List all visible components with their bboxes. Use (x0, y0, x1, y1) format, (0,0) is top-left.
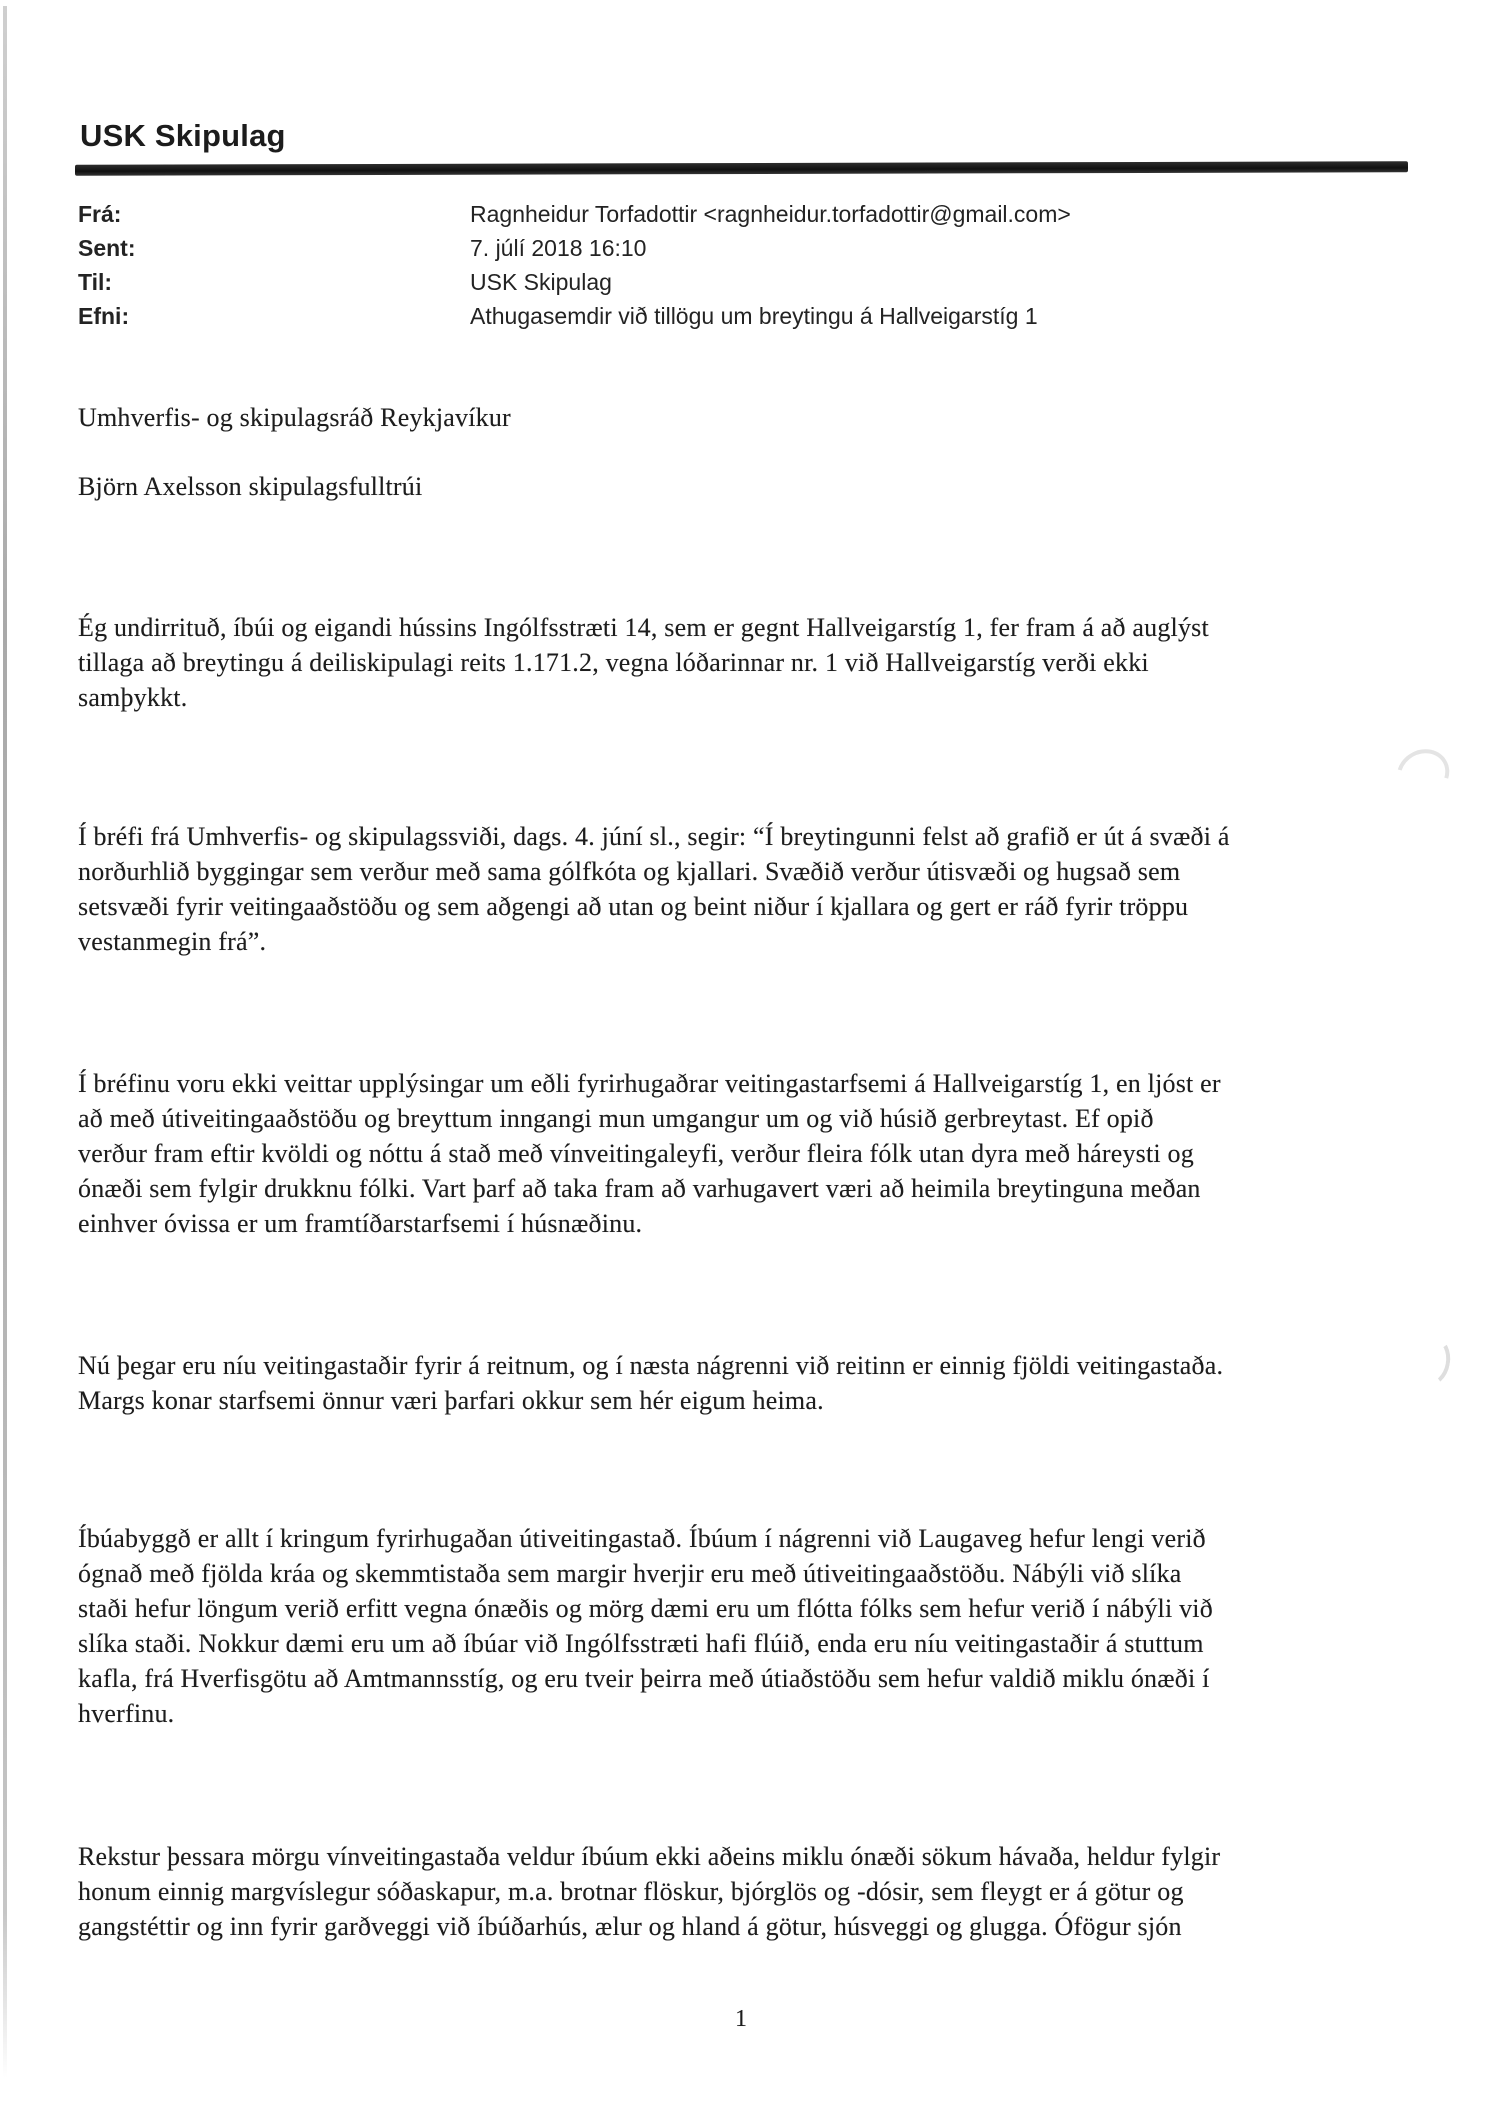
paragraph-line: hverfinu. (78, 1699, 175, 1728)
paragraph-line: að með útiveitingaaðstöðu og breyttum inngangi mun umgangur um og við húsið gerbreytast. Ef opið (78, 1104, 1154, 1133)
email-header-value: 7. júlí 2018 16:10 (470, 235, 647, 261)
paragraph-line: einhver óvissa er um framtíðarstarfsemi í húsnæðinu. (78, 1209, 643, 1238)
paragraph (78, 610, 1209, 715)
email-header-label: Til: (78, 269, 113, 295)
email-header-label: Sent: (78, 235, 136, 261)
paragraph-line: honum einnig margvíslegur sóðaskapur, m.a. brotnar flöskur, bjórglös og -dósir, sem fleygt er á götur og (78, 1877, 1184, 1906)
paragraph-line: samþykkt. (78, 683, 188, 712)
paragraph-line: setsvæði fyrir veitingaaðstöðu og sem aðgengi að utan og beint niður í kjallara og gert er ráð fyrir tröppu (78, 892, 1189, 921)
recipient-line: Björn Axelsson skipulagsfulltrúi (78, 472, 423, 501)
paragraph-line: slíka staði. Nokkur dæmi eru um að íbúar við Ingólfsstræti hafi flúið, enda eru níu veitingastaðir á stuttum (78, 1629, 1204, 1658)
paragraph-line: tillaga að breytingu á deiliskipulagi reits 1.171.2, vegna lóðarinnar nr. 1 við Hallveigarstíg verði ekki (78, 648, 1149, 677)
email-header-row-from (78, 197, 1071, 231)
paragraph-line: gangstéttir og inn fyrir garðveggi við íbúðarhús, ælur og hland á götur, húsveggi og glugga. Ófögur sjón (78, 1912, 1182, 1941)
paragraph-line: norðurhlið byggingar sem verður með sama gólfkóta og kjallari. Svæðið verður útisvæði og hugsað sem (78, 857, 1181, 886)
paragraph-line: verður fram eftir kvöldi og nóttu á stað með vínveitingaleyfi, verður fleira fólk utan dyra með háreysti og (78, 1139, 1194, 1168)
paragraph (78, 1521, 1213, 1731)
email-header-row-subject (78, 299, 1071, 333)
recipient-line: Umhverfis- og skipulagsráð Reykjavíkur (78, 403, 511, 432)
paragraph (78, 1348, 1223, 1418)
email-header-label: Frá: (78, 201, 122, 227)
header-rule (75, 161, 1408, 175)
email-header-row-sent (78, 231, 1071, 265)
email-header-value: USK Skipulag (470, 269, 612, 295)
paragraph (78, 819, 1230, 959)
scan-edge-artifact (3, 6, 7, 2078)
paragraph-line: Rekstur þessara mörgu vínveitingastaða veldur íbúum ekki aðeins miklu ónæði sökum hávaða, heldur fylgir (78, 1842, 1221, 1871)
mailbox-title: USK Skipulag (80, 118, 286, 153)
paragraph (78, 1839, 1220, 1944)
paragraph-line: staði hefur löngum verið erfitt vegna ónæðis og mörg dæmi eru um flótta fólks sem hefur verið í nábýli við (78, 1594, 1213, 1623)
email-header-row-to (78, 265, 1071, 299)
paragraph-line: Íbúabyggð er allt í kringum fyrirhugaðan útiveitingastað. Íbúum í nágrenni við Laugaveg hefur lengi verið (78, 1524, 1206, 1553)
paragraph-line: ógnað með fjölda kráa og skemmtistaða sem margir hverjir eru með útiveitingaaðstöðu. Nábýli við slíka (78, 1559, 1182, 1588)
page-number: 1 (735, 2006, 747, 2032)
paragraph-line: Nú þegar eru níu veitingastaðir fyrir á reitnum, og í næsta nágrenni við reitinn er einnig fjöldi veitingastaða. (78, 1351, 1224, 1380)
paragraph (78, 1066, 1221, 1241)
paragraph-line: vestanmegin frá”. (78, 927, 267, 956)
scan-smudge-artifact (1408, 1333, 1454, 1389)
paragraph-line: Í bréfi frá Umhverfis- og skipulagssviði, dags. 4. júní sl., segir: “Í breytingunni felst að grafið er út á svæði á (78, 822, 1230, 851)
paragraph-line: Margs konar starfsemi önnur væri þarfari okkur sem hér eigum heima. (78, 1386, 824, 1415)
email-header-value: Ragnheidur Torfadottir <ragnheidur.torfadottir@gmail.com> (470, 201, 1071, 227)
email-header-value: Athugasemdir við tillögu um breytingu á Hallveigarstíg 1 (470, 303, 1038, 329)
paragraph-line: ónæði sem fylgir drukknu fólki. Vart þarf að taka fram að varhugavert væri að heimila breytinguna meðan (78, 1174, 1201, 1203)
email-header-label: Efni: (78, 303, 130, 329)
paragraph-line: Í bréfinu voru ekki veittar upplýsingar um eðli fyrirhugaðrar veitingastarfsemi á Hallveigarstíg 1, en ljóst er (78, 1069, 1221, 1098)
scan-smudge-artifact (1388, 740, 1459, 809)
paragraph-line: Ég undirrituð, íbúi og eigandi hússins Ingólfsstræti 14, sem er gegnt Hallveigarstíg 1, fer fram á að auglýst (78, 613, 1209, 642)
paragraph-line: kafla, frá Hverfisgötu að Amtmannsstíg, og eru tveir þeirra með útiaðstöðu sem hefur valdið miklu ónæði í (78, 1664, 1210, 1693)
email-header (78, 197, 1071, 333)
